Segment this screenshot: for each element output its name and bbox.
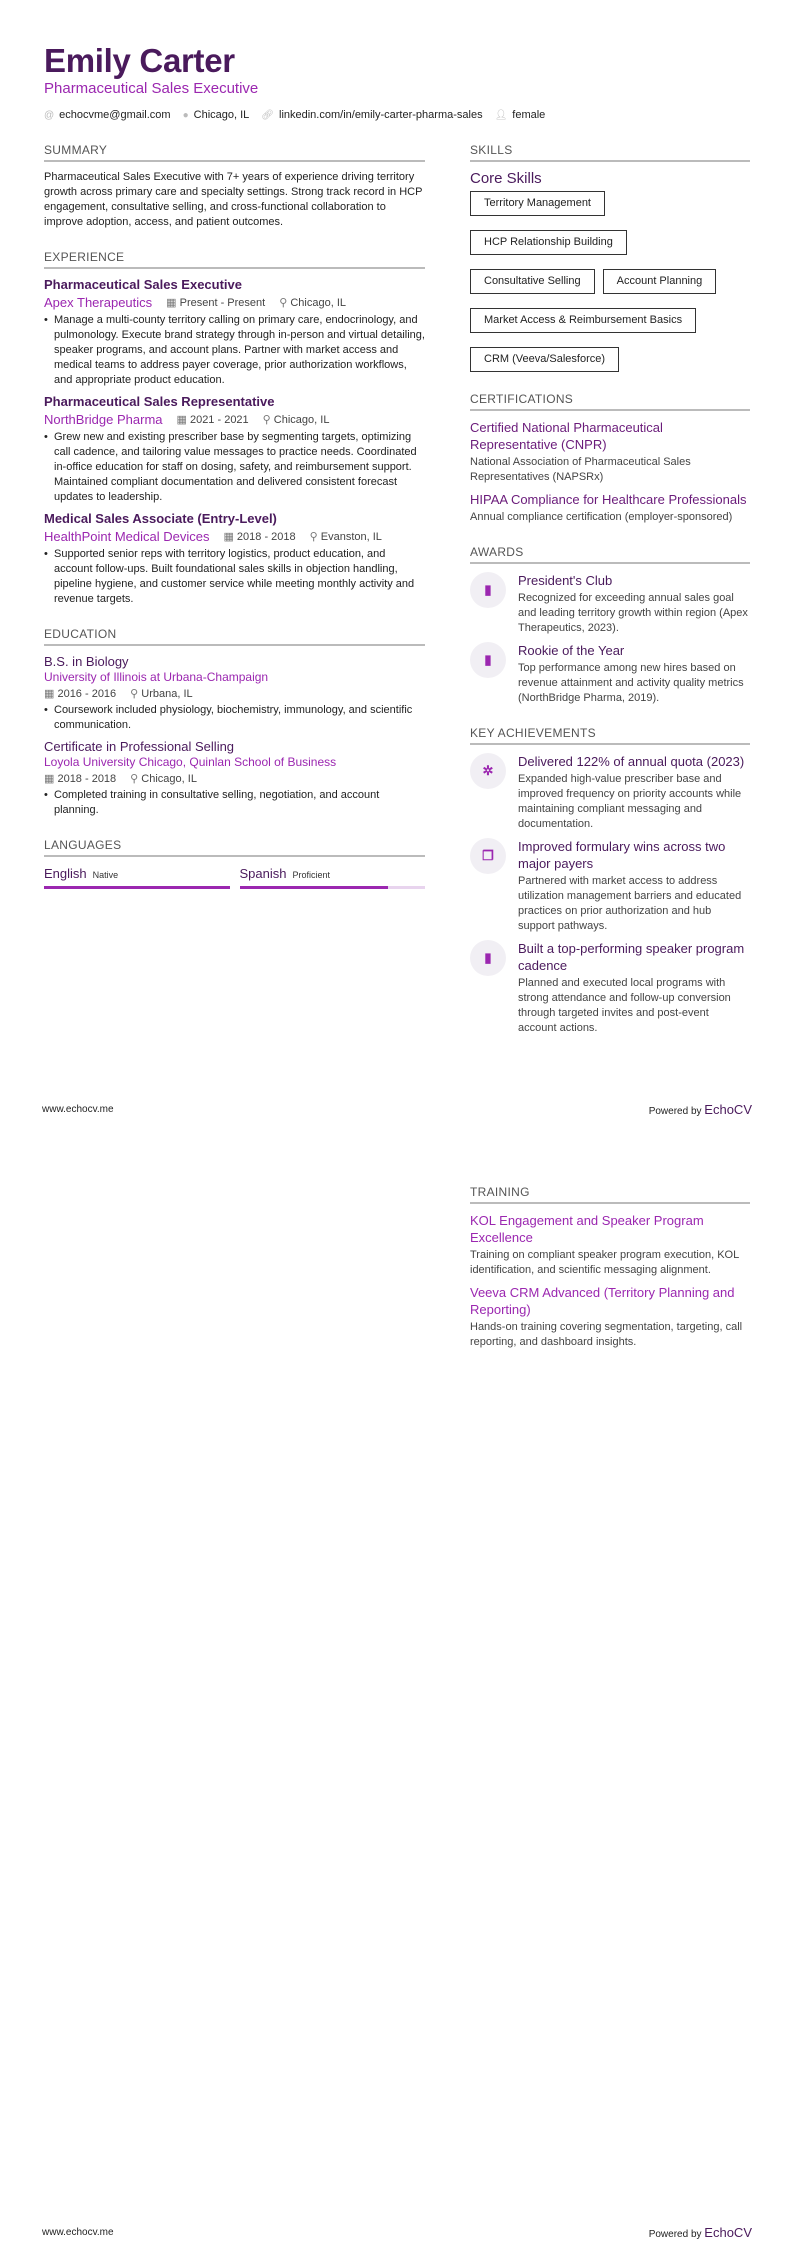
- linkedin[interactable]: linkedin.com/in/emily-carter-pharma-sales: [279, 109, 483, 121]
- experience-section: [44, 250, 425, 607]
- achievements-title: Improved formulary wins across two major payers: [518, 839, 726, 871]
- job-title: Pharmaceutical Sales Executive: [44, 277, 243, 292]
- section-heading: EDUCATION: [44, 627, 425, 646]
- awards-desc: Top performance among new hires based on revenue attainment and activity quality metrics (NorthBridge Pharma, 2019).: [518, 662, 744, 704]
- brand-logo: EchoCV: [704, 2225, 752, 2240]
- location-pin-icon: ⚲: [279, 297, 291, 309]
- skill-tag: Consultative Selling: [470, 269, 595, 294]
- section-heading: AWARDS: [470, 545, 750, 564]
- bullet: • Manage a multi-county territory calling on primary care, endocrinology, and pulmonology. Execute brand strategy through in-person and virtual detailing, speaker programs, and account plans. Partner with market access and medical teams to address payer coverage, prior authorization workflows, and appropriate product education.: [44, 313, 425, 388]
- location: [130, 687, 193, 700]
- training-desc: Hands-on training covering segmentation, targeting, call reporting, and dashboard insights.: [470, 1321, 743, 1348]
- footer-site[interactable]: www.echocv.me: [42, 2227, 114, 2238]
- awards-item: [470, 572, 750, 636]
- location-text: Chicago, IL: [273, 414, 330, 426]
- achievements-body: [518, 838, 750, 934]
- contact-bar: [44, 109, 545, 121]
- meta-row: [44, 295, 425, 310]
- experience-item: [44, 277, 425, 388]
- footer-powered: [649, 1102, 752, 1117]
- date-range: 2021 - 2021: [189, 414, 249, 426]
- school: Loyola University Chicago, Quinlan School of Business: [44, 755, 337, 769]
- location-text: Evanston, IL: [320, 531, 382, 543]
- calendar-icon: ▦: [166, 297, 180, 309]
- achievements-section: [470, 726, 750, 1036]
- achievements-item: [470, 940, 750, 1036]
- experience-item: [44, 394, 425, 505]
- achievements-desc: Planned and executed local programs with strong attendance and follow-up conversion through targeted invites and post-event account actions.: [518, 977, 731, 1034]
- location-pin-icon: ⚲: [130, 688, 142, 700]
- skill-tag: Account Planning: [603, 269, 717, 294]
- date-range: Present - Present: [179, 297, 266, 309]
- proficiency-bar: [240, 886, 426, 889]
- skill-tag: CRM (Veeva/Salesforce): [470, 347, 619, 372]
- language-item: [240, 865, 426, 889]
- left-column: [44, 143, 425, 909]
- section-heading: TRAINING: [470, 1185, 750, 1204]
- calendar-icon: ▦: [44, 773, 58, 785]
- achievements-title: Delivered 122% of annual quota (2023): [518, 754, 745, 769]
- location: [279, 296, 346, 309]
- copy-check-icon: ❐: [470, 838, 506, 874]
- language-level: Proficient: [292, 870, 331, 880]
- brand-logo: EchoCV: [704, 1102, 752, 1117]
- person-icon: 👤︎: [494, 110, 508, 121]
- awards-body: [518, 642, 750, 706]
- link-icon: 🔗︎: [261, 110, 274, 121]
- skill-group-title: Core Skills: [470, 170, 542, 187]
- company-name: Apex Therapeutics: [44, 295, 153, 310]
- training-desc: Training on compliant speaker program execution, KOL identification, and scientific messaging alignment.: [470, 1249, 739, 1276]
- location-pin-icon: ⚲: [262, 414, 274, 426]
- document-icon: ▮: [470, 642, 506, 678]
- job-title: Pharmaceutical Sales Representative: [44, 394, 275, 409]
- achievements-body: [518, 940, 750, 1036]
- date-range: 2018 - 2018: [57, 773, 117, 785]
- bullet: • Grew new and existing prescriber base by segmenting targets, optimizing call cadence, and tailoring value messages to practice needs. Coordinated in-office education for staff on dosing, safety, and reimbursement support. Maintained compliant documentation and delivered consistent forecast updates to leadership.: [44, 430, 425, 505]
- awards-item: [470, 642, 750, 706]
- location: [263, 413, 330, 426]
- dates: [166, 296, 265, 309]
- cert-issuer: Annual compliance certification (employer-sponsored): [470, 511, 733, 523]
- skill-tag: Territory Management: [470, 191, 605, 216]
- degree: B.S. in Biology: [44, 654, 129, 669]
- school: University of Illinois at Urbana-Champaign: [44, 670, 269, 684]
- certifications-section: [470, 392, 750, 525]
- location-icon: ●: [182, 110, 189, 121]
- awards-title: Rookie of the Year: [518, 643, 625, 658]
- proficiency-bar: [44, 886, 230, 889]
- skill-tag: HCP Relationship Building: [470, 230, 627, 255]
- meta-row: [44, 412, 425, 427]
- training-title: KOL Engagement and Speaker Program Excellence: [470, 1213, 704, 1245]
- language-item: [44, 865, 230, 889]
- location: [310, 530, 382, 543]
- section-heading: LANGUAGES: [44, 838, 425, 857]
- awards-title: President's Club: [518, 573, 613, 588]
- achievements-body: [518, 753, 750, 832]
- language-name: English: [44, 866, 87, 881]
- dates: [44, 772, 116, 785]
- date-range: 2018 - 2018: [236, 531, 296, 543]
- meta-row: [44, 772, 425, 785]
- education-item: [44, 739, 425, 818]
- dates: [223, 530, 295, 543]
- calendar-icon: ▦: [176, 414, 190, 426]
- proficiency-fill: [44, 886, 230, 889]
- file-plus-icon: ▮: [470, 940, 506, 976]
- skill-tag: Market Access & Reimbursement Basics: [470, 308, 696, 333]
- location: [130, 772, 197, 785]
- calendar-icon: ▦: [44, 688, 58, 700]
- education-item: [44, 654, 425, 733]
- bullet: • Coursework included physiology, biochemistry, immunology, and scientific communication.: [44, 703, 425, 733]
- languages-section: [44, 838, 425, 889]
- sparkle-icon: ✲: [470, 753, 506, 789]
- section-heading: EXPERIENCE: [44, 250, 425, 269]
- proficiency-fill: [240, 886, 388, 889]
- dates: [44, 687, 116, 700]
- location-pin-icon: ⚲: [309, 531, 321, 543]
- footer-site[interactable]: www.echocv.me: [42, 1104, 114, 1115]
- powered-label: Powered by: [648, 2229, 702, 2240]
- meta-row: [44, 687, 425, 700]
- candidate-title: Pharmaceutical Sales Executive: [44, 80, 259, 97]
- date-range: 2016 - 2016: [57, 688, 117, 700]
- meta-row: [44, 529, 425, 544]
- training-section: [470, 1185, 750, 1350]
- summary-section: [44, 143, 425, 230]
- section-heading: SKILLS: [470, 143, 750, 162]
- achievements-item: [470, 753, 750, 832]
- gender: female: [512, 109, 546, 121]
- achievements-title: Built a top-performing speaker program cadence: [518, 941, 745, 973]
- email[interactable]: echocvme@gmail.com: [59, 109, 171, 121]
- calendar-icon: ▦: [223, 531, 237, 543]
- section-heading: CERTIFICATIONS: [470, 392, 750, 411]
- dates: [177, 413, 249, 426]
- section-heading: SUMMARY: [44, 143, 425, 162]
- location-text: Chicago, IL: [141, 773, 197, 785]
- achievements-desc: Expanded high-value prescriber base and improved frequency on priority accounts while maintaining compliant messaging and documentation.: [518, 773, 742, 830]
- location-text: Chicago, IL: [290, 297, 346, 309]
- language-level: Native: [92, 870, 119, 880]
- awards-desc: Recognized for exceeding annual sales goal and leading territory growth within region (Apex Therapeutics, 2023).: [518, 592, 748, 634]
- language-label: [44, 865, 230, 883]
- experience-item: [44, 511, 425, 607]
- bullet: • Completed training in consultative selling, negotiation, and account planning.: [44, 788, 425, 818]
- awards-body: [518, 572, 750, 636]
- awards-section: [470, 545, 750, 706]
- achievements-item: [470, 838, 750, 934]
- degree: Certificate in Professional Selling: [44, 739, 235, 754]
- cert-title: HIPAA Compliance for Healthcare Professionals: [470, 492, 747, 507]
- language-label: [240, 865, 426, 883]
- achievements-desc: Partnered with market access to address utilization management barriers and educated practices on prior authorization and hub support pathways.: [518, 875, 742, 932]
- bullet: • Supported senior reps with territory logistics, product education, and account follow-ups. Built foundational sales skills in objection handling, pipeline hygiene, and customer service while meeting monthly activity and revenue targets.: [44, 547, 425, 607]
- cert-title: Certified National Pharmaceutical Representative (CNPR): [470, 420, 663, 452]
- at-icon: @: [44, 110, 55, 121]
- document-icon: ▮: [470, 572, 506, 608]
- section-heading: KEY ACHIEVEMENTS: [470, 726, 750, 745]
- summary-text: Pharmaceutical Sales Executive with 7+ years of experience driving territory growth across primary care and specialty settings. Strong track record in HCP engagement, consultative selling, and cross-functional collaboration to improve adoption, access, and patient outcomes.: [44, 171, 423, 228]
- education-section: [44, 627, 425, 818]
- footer-powered: [649, 2225, 752, 2240]
- job-title: Medical Sales Associate (Entry-Level): [44, 511, 277, 526]
- company-name: HealthPoint Medical Devices: [44, 529, 210, 544]
- skills-section: [470, 143, 750, 372]
- company-name: NorthBridge Pharma: [44, 412, 163, 427]
- cert-issuer: National Association of Pharmaceutical Sales Representatives (NAPSRx): [470, 456, 691, 483]
- powered-label: Powered by: [648, 1106, 702, 1117]
- location-pin-icon: ⚲: [130, 773, 142, 785]
- location-text: Urbana, IL: [141, 688, 193, 700]
- candidate-name: Emily Carter: [44, 42, 235, 79]
- language-name: Spanish: [239, 866, 287, 881]
- right-column: [470, 143, 750, 1056]
- location: Chicago, IL: [193, 109, 250, 121]
- training-title: Veeva CRM Advanced (Territory Planning and Reporting): [470, 1285, 735, 1317]
